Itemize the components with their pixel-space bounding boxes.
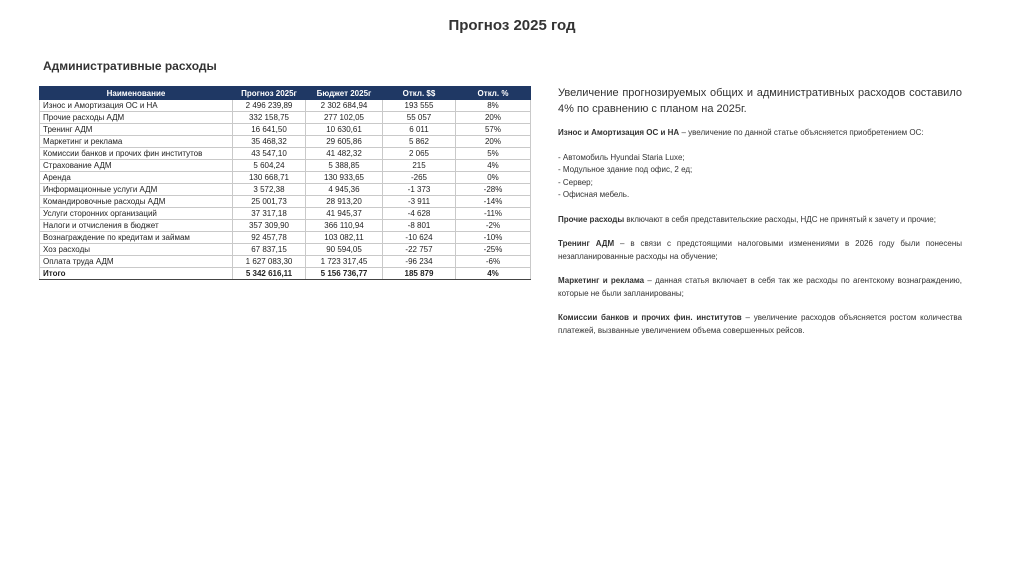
row-budget: 130 933,65 (306, 172, 383, 184)
row-forecast: 2 496 239,89 (233, 100, 306, 112)
total-forecast: 5 342 616,11 (233, 268, 306, 280)
row-forecast: 130 668,71 (233, 172, 306, 184)
table-row (40, 196, 531, 208)
row-deviation-abs: -265 (383, 172, 456, 184)
row-budget: 29 605,86 (306, 136, 383, 148)
row-name: Комиссии банков и прочих фин институтов (40, 148, 233, 160)
table-row (40, 112, 531, 124)
commentary-other-text: включают в себя представительские расходы, НДС не принятый к зачету и прочие; (624, 214, 936, 224)
table-row (40, 100, 531, 112)
commentary-marketing-title: Маркетинг и реклама (558, 276, 645, 285)
row-deviation-pct: 0% (456, 172, 531, 184)
row-name: Прочие расходы АДМ (40, 112, 233, 124)
total-deviation-abs: 185 879 (383, 268, 456, 280)
header-forecast: Прогноз 2025г (233, 87, 306, 100)
row-deviation-abs: -1 373 (383, 184, 456, 196)
row-deviation-pct: -6% (456, 256, 531, 268)
header-budget: Бюджет 2025г (306, 87, 383, 100)
commentary-bank-fees (558, 312, 962, 337)
table-row (40, 220, 531, 232)
row-name: Вознаграждение по кредитам и займам (40, 232, 233, 244)
row-deviation-abs: 6 011 (383, 124, 456, 136)
list-item: - Автомобиль Hyundai Staria Luxe; (558, 152, 685, 162)
commentary-training-title: Тренинг АДМ (558, 239, 615, 248)
row-budget: 41 482,32 (306, 148, 383, 160)
row-name: Оплата труда АДМ (40, 256, 233, 268)
row-deviation-pct: 5% (456, 148, 531, 160)
row-deviation-pct: 20% (456, 112, 531, 124)
total-label: Итого (40, 268, 233, 280)
row-forecast: 1 627 083,30 (233, 256, 306, 268)
commentary-other (558, 214, 962, 227)
table-row (40, 256, 531, 268)
row-name: Страхование АДМ (40, 160, 233, 172)
row-deviation-pct: 20% (456, 136, 531, 148)
row-deviation-abs: -96 234 (383, 256, 456, 268)
row-forecast: 332 158,75 (233, 112, 306, 124)
row-deviation-pct: -25% (456, 244, 531, 256)
row-budget: 2 302 684,94 (306, 100, 383, 112)
table-row (40, 160, 531, 172)
commentary-depreciation-title: Износ и Амортизация ОС и НА (558, 128, 680, 137)
row-budget: 366 110,94 (306, 220, 383, 232)
row-deviation-pct: 8% (456, 100, 531, 112)
row-budget: 103 082,11 (306, 232, 383, 244)
admin-expenses-table (39, 86, 531, 280)
row-deviation-pct: 57% (456, 124, 531, 136)
header-name: Наименование (40, 87, 233, 100)
row-name: Услуги сторонних организаций (40, 208, 233, 220)
table-row (40, 148, 531, 160)
commentary-bank-fees-title: Комиссии банков и прочих фин. институтов (558, 313, 742, 322)
row-deviation-abs: -4 628 (383, 208, 456, 220)
total-deviation-pct: 4% (456, 268, 531, 280)
row-forecast: 3 572,38 (233, 184, 306, 196)
row-forecast: 16 641,50 (233, 124, 306, 136)
row-name: Износ и Амортизация ОС и НА (40, 100, 233, 112)
header-deviation-pct: Откл. % (456, 87, 531, 100)
header-deviation-abs: Откл. $$ (383, 87, 456, 100)
row-name: Командировочные расходы АДМ (40, 196, 233, 208)
row-deviation-abs: -22 757 (383, 244, 456, 256)
list-item: - Офисная мебель. (558, 190, 630, 199)
row-budget: 41 945,37 (306, 208, 383, 220)
row-deviation-abs: 193 555 (383, 100, 456, 112)
table-row (40, 124, 531, 136)
row-deviation-abs: -8 801 (383, 220, 456, 232)
row-deviation-abs: 5 862 (383, 136, 456, 148)
table-header-row (40, 87, 531, 100)
table-row (40, 244, 531, 256)
table-row (40, 172, 531, 184)
commentary-marketing (558, 275, 962, 300)
row-deviation-pct: -10% (456, 232, 531, 244)
table-body (40, 100, 531, 280)
row-name: Аренда (40, 172, 233, 184)
section-title: Административные расходы (43, 59, 217, 73)
commentary-intro: Увеличение прогнозируемых общих и административных расходов составило 4% по сравнению с планом на 2025г. (558, 87, 962, 115)
row-forecast: 37 317,18 (233, 208, 306, 220)
row-budget: 5 388,85 (306, 160, 383, 172)
row-budget: 4 945,36 (306, 184, 383, 196)
commentary-depreciation (558, 127, 962, 140)
commentary-training-text: – в связи с предстоящими налоговыми изменениями в 2026 году были понесены незапланированные расходы на обучение; (558, 239, 962, 261)
total-budget: 5 156 736,77 (306, 268, 383, 280)
commentary-training (558, 238, 962, 263)
row-deviation-pct: -11% (456, 208, 531, 220)
table-row (40, 208, 531, 220)
commentary-depreciation-text: – увеличение по данной статье объясняется приобретением ОС: (679, 128, 924, 137)
row-deviation-abs: 215 (383, 160, 456, 172)
table-total-row (40, 268, 531, 280)
table-row (40, 136, 531, 148)
row-budget: 10 630,61 (306, 124, 383, 136)
table-row (40, 232, 531, 244)
row-forecast: 43 547,10 (233, 148, 306, 160)
row-deviation-pct: -28% (456, 184, 531, 196)
list-item: - Модульное здание под офис, 2 ед; (558, 165, 693, 174)
row-forecast: 25 001,73 (233, 196, 306, 208)
row-deviation-abs: -3 911 (383, 196, 456, 208)
row-deviation-pct: -14% (456, 196, 531, 208)
row-deviation-pct: -2% (456, 220, 531, 232)
commentary-marketing-text: – данная статья включает в себя так же расходы по агентскому вознаграждению, которые не были запланированы; (558, 276, 963, 298)
row-forecast: 357 309,90 (233, 220, 306, 232)
row-deviation-pct: 4% (456, 160, 531, 172)
row-forecast: 67 837,15 (233, 244, 306, 256)
list-item: - Сервер; (558, 177, 593, 187)
row-name: Маркетинг и реклама (40, 136, 233, 148)
row-budget: 1 723 317,45 (306, 256, 383, 268)
commentary-other-title: Прочие расходы (558, 214, 625, 224)
row-budget: 28 913,20 (306, 196, 383, 208)
row-forecast: 35 468,32 (233, 136, 306, 148)
row-name: Хоз расходы (40, 244, 233, 256)
row-budget: 90 594,05 (306, 244, 383, 256)
row-deviation-abs: 2 065 (383, 148, 456, 160)
row-budget: 277 102,05 (306, 112, 383, 124)
table-row (40, 184, 531, 196)
row-deviation-abs: 55 057 (383, 112, 456, 124)
row-deviation-abs: -10 624 (383, 232, 456, 244)
row-name: Тренинг АДМ (40, 124, 233, 136)
commentary-bank-fees-text: – увеличение расходов объясняется ростом количества платежей, вызванные увеличением объема совершенных рейсов. (558, 313, 963, 335)
row-forecast: 92 457,78 (233, 232, 306, 244)
row-name: Информационные услуги АДМ (40, 184, 233, 196)
row-forecast: 5 604,24 (233, 160, 306, 172)
commentary-depreciation-list (558, 152, 962, 202)
slide-title: Прогноз 2025 год (448, 17, 576, 34)
row-name: Налоги и отчисления в бюджет (40, 220, 233, 232)
commentary-panel (558, 85, 962, 349)
